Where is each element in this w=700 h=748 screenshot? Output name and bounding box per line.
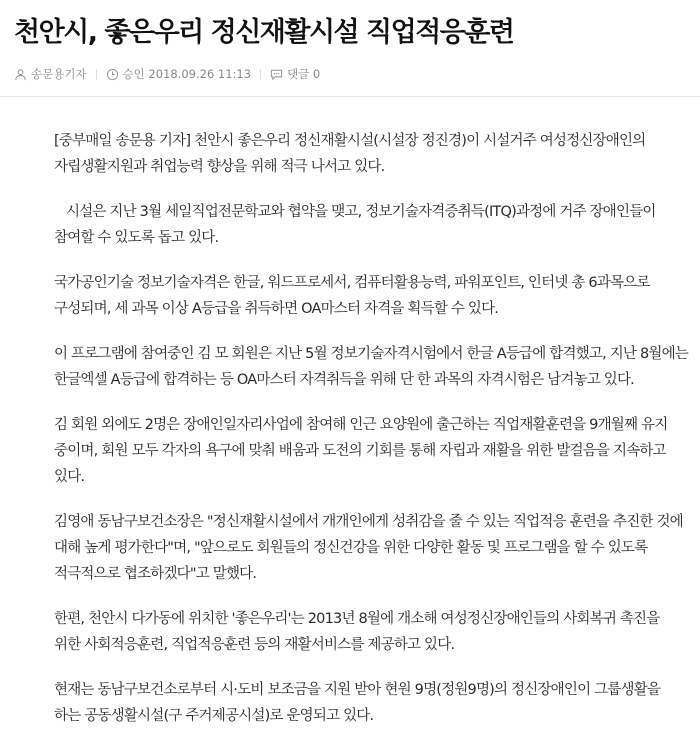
comments-link[interactable] xyxy=(270,66,320,82)
paragraph: 김영애 동남구보건소장은 "정신재활시설에서 개개인에게 성취감을 줄 수 있는 직업적응 훈련을 추진한 것에 대해 높게 평가한다"며, "앞으로도 회원들의 정신건강을 위한 다양한 활동 및 프로그램을 할 수 있도록 적극적으로 협조하겠다"고 말했다. xyxy=(54,514,683,582)
article-meta xyxy=(14,66,320,82)
paragraph: 김 회원 외에도 2명은 장애인일자리사업에 참여해 인근 요양원에 출근하는 직업재활훈련을 9개월째 유지 중이며, 회원 모두 각자의 욕구에 맞춰 배움과 도전의 기회를 통해 자립과 재활을 위한 발걸음을 지속하고 있다. xyxy=(54,417,668,485)
approved-info xyxy=(106,66,252,82)
article-body xyxy=(54,128,688,748)
paragraph: 현재는 동남구보건소로부터 시·도비 보조금을 지원 받아 현원 9명(정원9명)의 정신장애인이 그룹생활을 하는 공동생활시설(구 주거제공시설)로 운영되고 있다. xyxy=(54,682,661,724)
paragraph: 국가공인기술 정보기술자격은 한글, 워드프로세서, 컴퓨터활용능력, 파워포인트, 인터넷 총 6과목으로 구성되며, 세 과목 이상 A등급을 취득하면 OA마스터 자격을 획득할 수 있다. xyxy=(54,275,650,317)
paragraph: [중부매일 송문용 기자] 천안시 좋은우리 정신재활시설(시설장 정진경)이 시설거주 여성정신장애인의 자립생활지원과 취업능력 향상을 위해 적극 나서고 있다. xyxy=(54,133,646,175)
approved-date: 승인 2018.09.26 11:13 xyxy=(122,67,252,81)
paragraph: 이 프로그램에 참여중인 김 모 회원은 지난 5월 정보기술자격시험에서 한글 A등급에 합격했고, 지난 8월에는 한글엑셀 A등급에 합격하는 등 OA마스터 자격취득을 위해 단 한 과목의 자격시험은 남겨놓고 있다. xyxy=(54,346,688,388)
clock-icon xyxy=(106,68,119,81)
comment-icon xyxy=(270,68,283,81)
author-info[interactable] xyxy=(14,66,87,82)
person-icon xyxy=(14,68,27,81)
article-title: 천안시, 좋은우리 정신재활시설 직업적응훈련 xyxy=(14,17,514,48)
meta-separator xyxy=(96,69,97,80)
paragraph: 시설은 지난 3월 세일직업전문학교와 협약을 맺고, 정보기술자격증취득(ITQ)과정에 거주 장애인들이 참여할 수 있도록 돕고 있다. xyxy=(54,204,656,246)
header-divider xyxy=(0,96,700,97)
comment-count: 댓글 0 xyxy=(287,67,321,81)
author-name: 송문용기자 xyxy=(31,67,87,81)
paragraph: 한편, 천안시 다가동에 위치한 '좋은우리'는 2013년 8월에 개소해 여성정신장애인들의 사회복귀 촉진을 위한 사회적응훈련, 직업적응훈련 등의 재활서비스를 제공하고 있다. xyxy=(54,611,660,653)
meta-separator xyxy=(260,69,261,80)
